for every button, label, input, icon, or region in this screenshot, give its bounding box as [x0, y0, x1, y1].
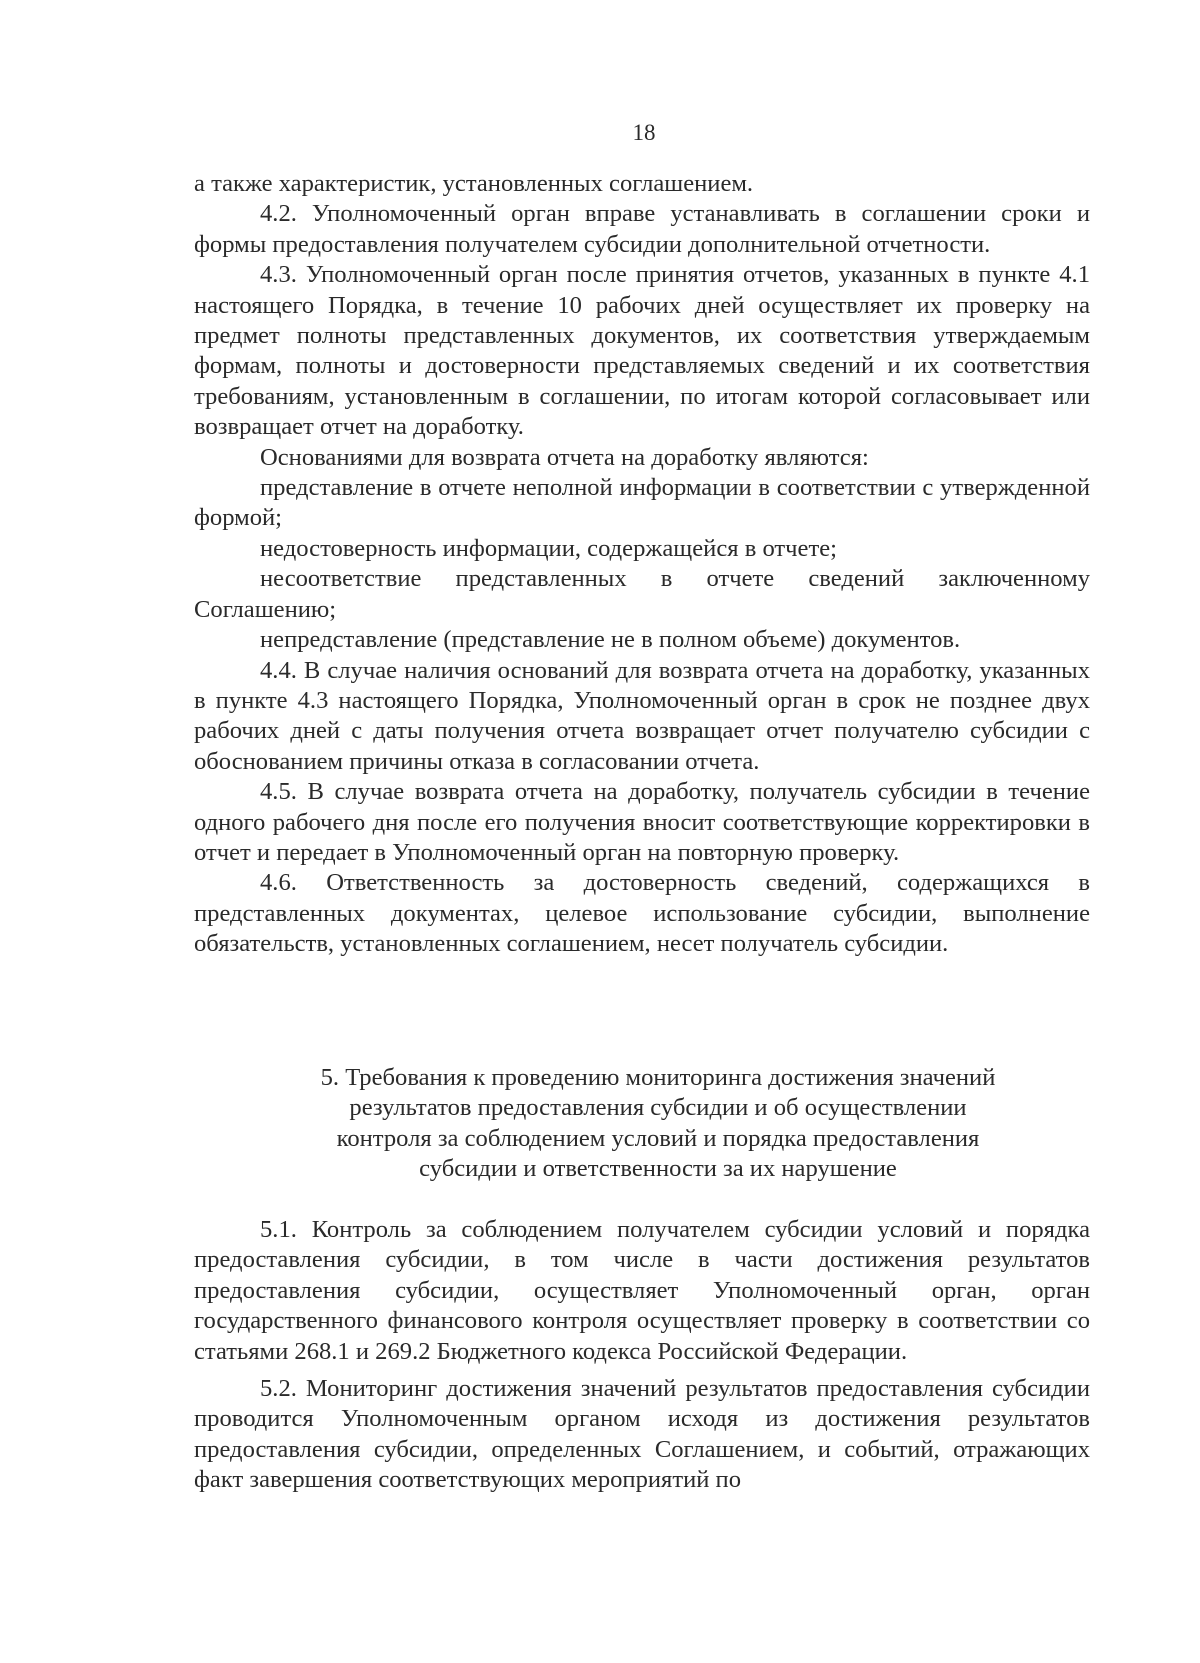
paragraph-4-4: 4.4. В случае наличия оснований для возврата отчета на доработку, указанных в пункте 4.3 настоящего Порядка, Уполномоченный орган в срок не позднее двух рабочих дней с даты получения отчета возвращает отчет получателю субсидии с обоснованием причины отказа в согласовании отчета.: [194, 656, 1090, 775]
section-4-text: [194, 169, 1090, 960]
list-item-ground-4: непредставление (представление не в полном объеме) документов.: [260, 626, 961, 654]
paragraph-grounds-intro: Основаниями для возврата отчета на доработку являются:: [260, 443, 869, 471]
list-item-ground-2: недостоверность информации, содержащейся в отчете;: [260, 534, 837, 562]
paragraph-5-2: 5.2. Мониторинг достижения значений результатов предоставления субсидии проводится Уполномоченным органом исходя из достижения результатов предоставления субсидии, определенных Соглашением, и событий, отражающих факт завершения соответствующих мероприятий по: [194, 1375, 1090, 1494]
page-number: 18: [632, 120, 656, 145]
paragraph-5-1: 5.1. Контроль за соблюдением получателем субсидии условий и порядка предоставления субсидии, в том числе в части достижения результатов предоставления субсидии, осуществляет Уполномоченный орган, орган государственного финансового контроля осуществляет проверку в соответствии со статьями 268.1 и 269.2 Бюджетного кодекса Российской Федерации.: [194, 1216, 1090, 1365]
paragraph-4-5: 4.5. В случае возврата отчета на доработку, получатель субсидии в течение одного рабочего дня после его получения вносит соответствующие корректировки в отчет и передает в Уполномоченный орган на повторную проверку.: [194, 778, 1090, 866]
heading-line: субсидии и ответственности за их нарушение: [419, 1155, 897, 1183]
section-5-text: [194, 1215, 1090, 1496]
heading-line: результатов предоставления субсидии и об осуществлении: [349, 1094, 967, 1122]
paragraph-4-3: 4.3. Уполномоченный орган после принятия отчетов, указанных в пункте 4.1 настоящего Порядка, в течение 10 рабочих дней осуществляет их проверку на предмет полноты представленных документов, их соответствия утверждаемым формам, полноты и достоверности представляемых сведений и их соответствия требованиям, установленным в соглашении, по итогам которой согласовывает или возвращает отчет на доработку.: [194, 261, 1090, 441]
paragraph-continuation: а также характеристик, установленных соглашением.: [194, 170, 754, 197]
heading-line: контроля за соблюдением условий и порядка предоставления: [336, 1124, 980, 1152]
list-item-ground-3: несоответствие представленных в отчете сведений заключенному Соглашению;: [194, 565, 1090, 623]
paragraph-4-6: 4.6. Ответственность за достоверность сведений, содержащихся в представленных документах, целевое использование субсидии, выполнение обязательств, установленных соглашением, несет получатель субсидии.: [194, 869, 1090, 958]
paragraph-4-2: 4.2. Уполномоченный орган вправе устанавливать в соглашении сроки и формы предоставления получателем субсидии дополнительной отчетности.: [194, 200, 1090, 258]
heading-line: 5. Требования к проведению мониторинга достижения значений: [320, 1064, 996, 1091]
list-item-ground-1: представление в отчете неполной информации в соответствии с утвержденной формой;: [194, 474, 1090, 532]
section-5-heading: [194, 1063, 1122, 1185]
